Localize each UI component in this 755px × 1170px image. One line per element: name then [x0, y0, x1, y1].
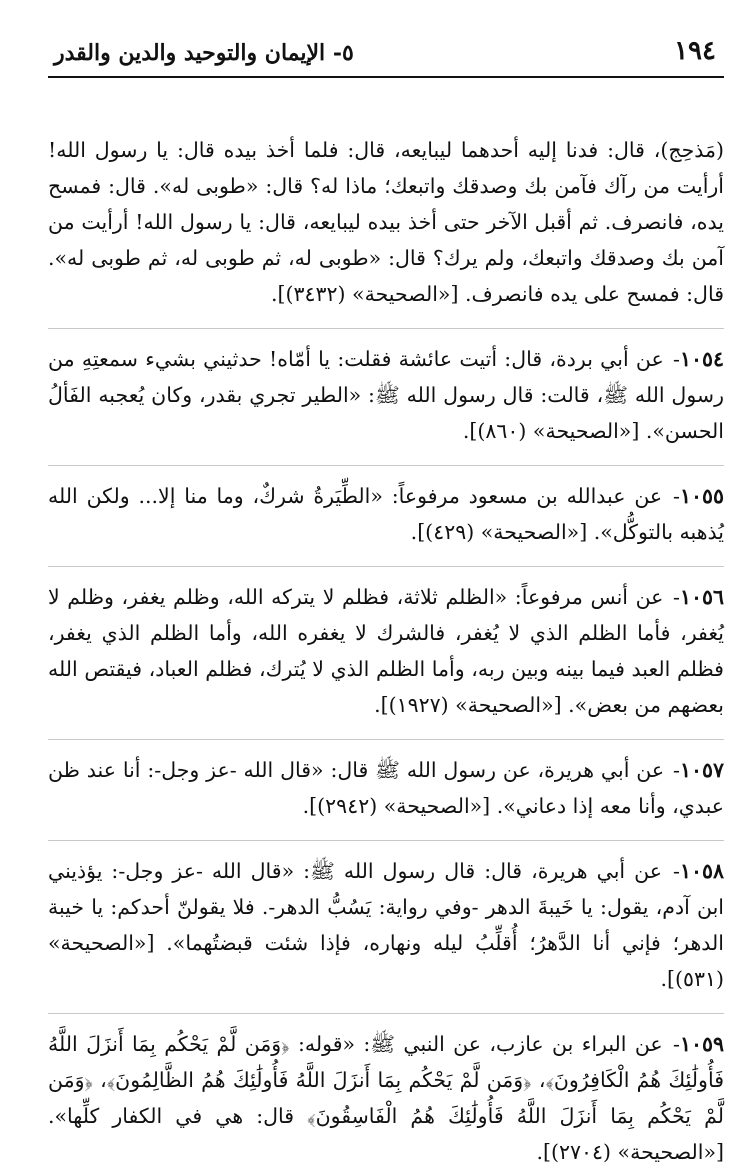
hadith-entry-1057: ١٠٥٧- عن أبي هريرة، عن رسول الله ﷺ قال: «قال الله -عز وجل-: أنا عند ظن عبدي، وأنا معه إذا دعاني». [«الصحيحة» (٢٩٤٢)]. [48, 739, 724, 824]
hadith-entry-1056: ١٠٥٦- عن أنس مرفوعاً: «الظلم ثلاثة، فظلم لا يتركه الله، وظلم يغفر، وظلم لا يُغفر، فأما الظلم الذي لا يُغفر، فالشرك لا يغفره الله، وأما الظلم الذي يغفر، فظلم العبد فيما بينه وبين ربه، وأما الظلم الذي لا يُترك، فظلم العباد، فيقتص الله بعضهم من بعض». [«الصحيحة» (١٩٢٧)]. [48, 566, 724, 723]
hadith-text: عن البراء بن عازب، عن النبي ﷺ: «قوله: ﴿وَمَن لَّمْ يَحْكُم بِمَا أَنزَلَ اللَّهُ فَأُولَٰئِكَ هُمُ الْكَافِرُونَ﴾، ﴿وَمَن لَّمْ يَحْكُم بِمَا أَنزَلَ اللَّهُ فَأُولَٰئِكَ هُمُ الظَّالِمُونَ﴾، ﴿وَمَن لَّمْ يَحْكُم بِمَا أَنزَلَ اللَّهُ فَأُولَٰئِكَ هُمُ الْفَاسِقُونَ﴾ قال: هي في الكفار كلِّها». [«الصحيحة» (٢٧٠٤)]. [48, 1032, 724, 1164]
hadith-text: عن أبي هريرة، عن رسول الله ﷺ قال: «قال الله -عز وجل-: أنا عند ظن عبدي، وأنا معه إذا دعاني». [«الصحيحة» (٢٩٤٢)]. [48, 758, 724, 818]
hadith-entry-1055: ١٠٥٥- عن عبدالله بن مسعود مرفوعاً: «الطِّيَرةُ شركٌ، وما منا إلا... ولكن الله يُذهبه بالتوكُّل». [«الصحيحة» (٤٢٩)]. [48, 465, 724, 550]
hadith-number: ١٠٥٩ [679, 1032, 725, 1056]
hadith-number: ١٠٥٧ [679, 758, 724, 782]
hadith-entry-1058: ١٠٥٨- عن أبي هريرة، قال: قال رسول الله ﷺ: «قال الله -عز وجل-: يؤذيني ابن آدم، يقول: يا خَيبةَ الدهر -وفي رواية: يَسُبُّ الدهر-. فلا يقولنّ أحدكم: يا خيبة الدهر؛ فإني أنا الدَّهرُ؛ أُقلِّبُ ليله ونهاره، فإذا شئت قبضتُهما». [«الصحيحة» (٥٣١)]. [48, 840, 724, 997]
hadith-entry-1054: ١٠٥٤- عن أبي بردة، قال: أتيت عائشة فقلت: يا أمّاه! حدثيني بشيء سمعتِهِ من رسول الله ﷺ، قالت: قال رسول الله ﷺ: «الطير تجري بقدر، وكان يُعجبه الفَألُ الحسن». [«الصحيحة» (٨٦٠)]. [48, 328, 724, 449]
hadith-number: ١٠٥٤ [679, 347, 724, 371]
page-body [48, 132, 724, 1170]
hadith-text: عن أبي هريرة، قال: قال رسول الله ﷺ: «قال الله -عز وجل-: يؤذيني ابن آدم، يقول: يا خَيبةَ الدهر -وفي رواية: يَسُبُّ الدهر-. فلا يقولنّ أحدكم: يا خيبة الدهر؛ فإني أنا الدَّهرُ؛ أُقلِّبُ ليله ونهاره، فإذا شئت قبضتُهما». [«الصحيحة» (٥٣١)]. [48, 859, 724, 991]
hadith-number: ١٠٥٦ [679, 585, 724, 609]
hadith-entry-1059: ١٠٥٩- عن البراء بن عازب، عن النبي ﷺ: «قوله: ﴿وَمَن لَّمْ يَحْكُم بِمَا أَنزَلَ اللَّهُ فَأُولَٰئِكَ هُمُ الْكَافِرُونَ﴾، ﴿وَمَن لَّمْ يَحْكُم بِمَا أَنزَلَ اللَّهُ فَأُولَٰئِكَ هُمُ الظَّالِمُونَ﴾، ﴿وَمَن لَّمْ يَحْكُم بِمَا أَنزَلَ اللَّهُ فَأُولَٰئِكَ هُمُ الْفَاسِقُونَ﴾ قال: هي في الكفار كلِّها». [«الصحيحة» (٢٧٠٤)]. [48, 1013, 724, 1170]
page-number: ١٩٤ [674, 36, 716, 66]
hadith-number: ١٠٥٨ [679, 859, 724, 883]
chapter-title: ٥- الإيمان والتوحيد والدين والقدر [54, 40, 354, 66]
page-header [48, 30, 724, 78]
continued-paragraph [48, 132, 724, 312]
hadith-text: عن عبدالله بن مسعود مرفوعاً: «الطِّيَرةُ شركٌ، وما منا إلا... ولكن الله يُذهبه بالتوكُّل». [«الصحيحة» (٤٢٩)]. [48, 484, 724, 544]
book-page [48, 30, 725, 1164]
hadith-text: عن أنس مرفوعاً: «الظلم ثلاثة، فظلم لا يتركه الله، وظلم يغفر، وظلم لا يُغفر، فأما الظلم الذي لا يُغفر، فالشرك لا يغفره الله، وأما الظلم الذي يغفر، فظلم العبد فيما بينه وبين ربه، وأما الظلم الذي لا يُترك، فظلم العباد، فيقتص الله بعضهم من بعض». [«الصحيحة» (١٩٢٧)]. [48, 585, 724, 717]
paragraph-text: (مَذحِج)، قال: فدنا إليه أحدهما ليبايعه، قال: فلما أخذ بيده قال: يا رسول الله! أرأيت من رآك فآمن بك وصدقك واتبعك؛ ماذا له؟ قال: «طوبى له». قال: فمسح يده، فانصرف. ثم أقبل الآخر حتى أخذ بيده ليبايعه، قال: يا رسول الله! أرأيت من آمن بك وصدقك واتبعك، ولم يرك؟ قال: «طوبى له، ثم طوبى له، ثم طوبى له». قال: فمسح على يده فانصرف. [«الصحيحة» (٣٤٣٢)]. [48, 138, 724, 306]
hadith-number: ١٠٥٥ [679, 484, 724, 508]
hadith-text: عن أبي بردة، قال: أتيت عائشة فقلت: يا أمّاه! حدثيني بشيء سمعتِهِ من رسول الله ﷺ، قالت: قال رسول الله ﷺ: «الطير تجري بقدر، وكان يُعجبه الفَألُ الحسن». [«الصحيحة» (٨٦٠)]. [48, 347, 724, 443]
